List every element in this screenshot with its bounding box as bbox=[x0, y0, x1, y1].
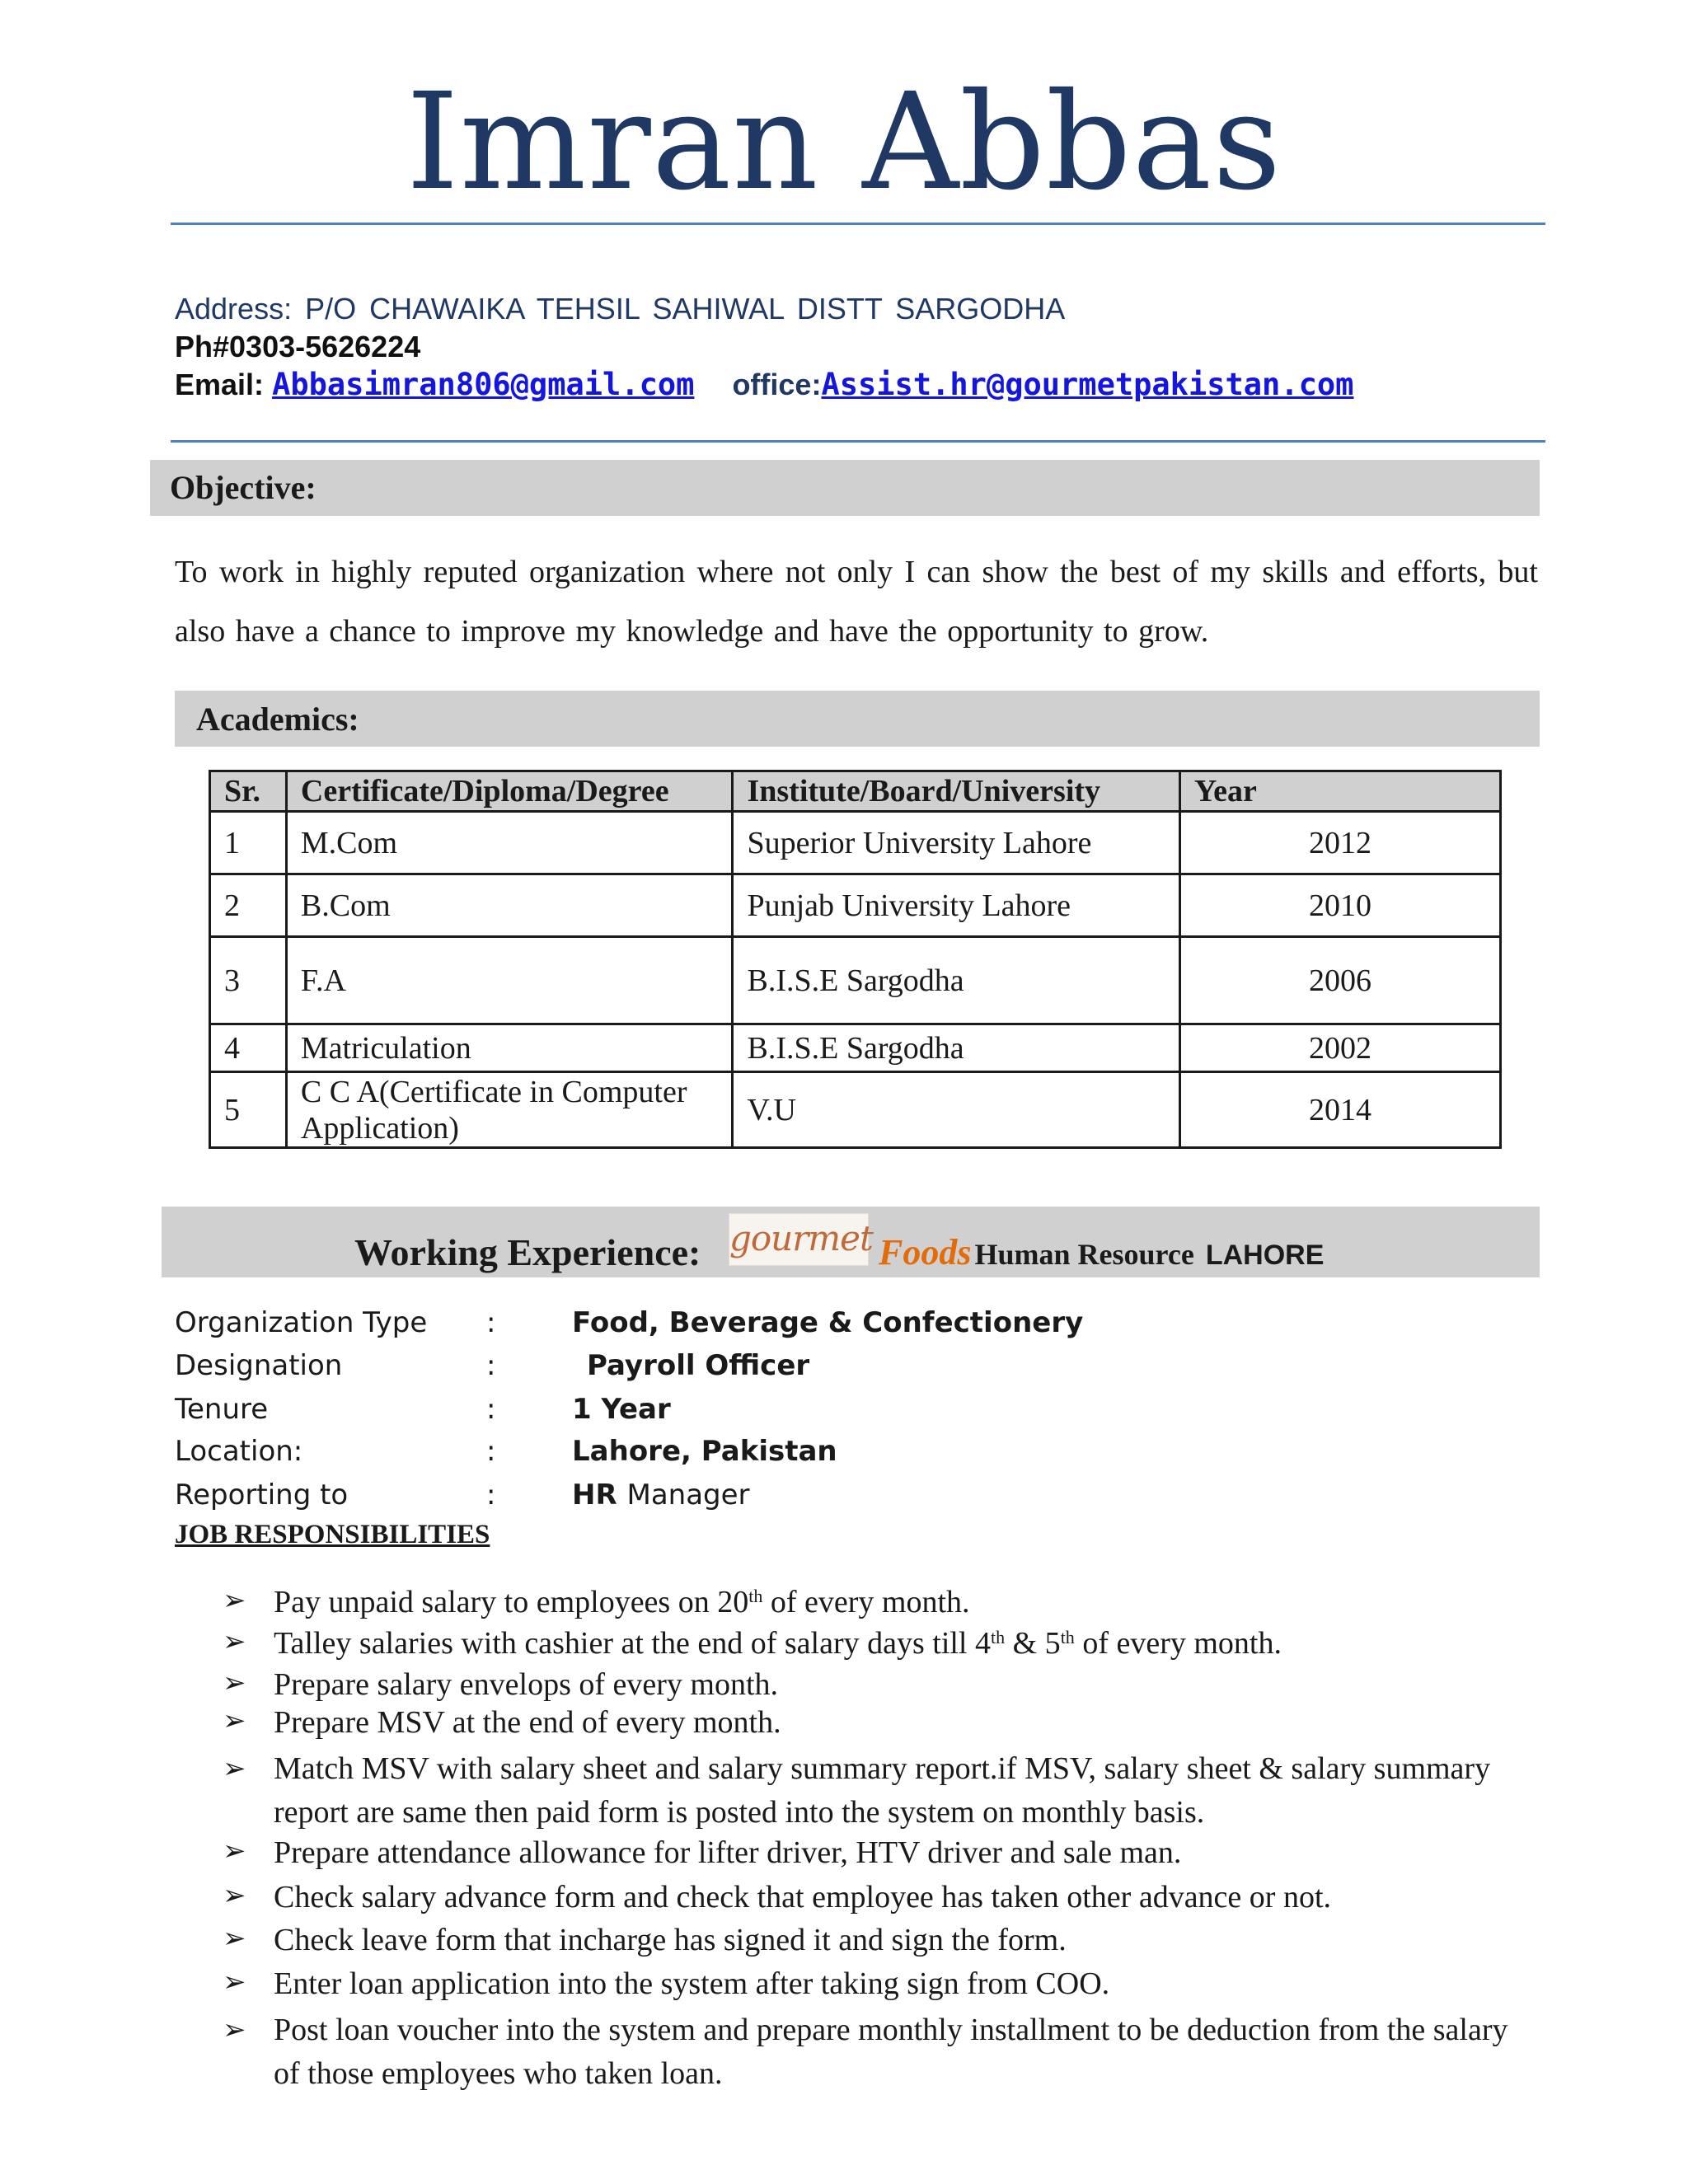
cell-institute: B.I.S.E Sargodha bbox=[733, 1024, 1179, 1072]
address: Address: P/O CHAWAIKA TEHSIL SAHIWAL DISTT SARGODHA bbox=[175, 292, 1066, 326]
experience-company-line bbox=[879, 1231, 1324, 1273]
table-row bbox=[210, 1072, 1501, 1148]
detail-label-tenure: Tenure bbox=[175, 1393, 269, 1426]
responsibility-item: ➢ Post loan voucher into the system and prepare monthly installment to be deduction from the salary of those employees who taken loan. bbox=[223, 2008, 1541, 2096]
cell-institute: V.U bbox=[733, 1072, 1179, 1148]
cell-certificate: M.Com bbox=[286, 812, 733, 874]
detail-colon: : bbox=[486, 1435, 496, 1468]
detail-label-location: Location: bbox=[175, 1435, 303, 1468]
column-header-institute: Institute/Board/University bbox=[733, 771, 1179, 812]
cell-year: 2006 bbox=[1179, 937, 1500, 1024]
arrow-bullet-icon: ➢ bbox=[223, 1879, 246, 1912]
objective-text: To work in highly reputed organization where not only I can show the best of my skills and efforts, but also have a chance to improve my knowledge and have the opportunity to grow. bbox=[175, 555, 1538, 649]
cell-sr: 5 bbox=[210, 1072, 287, 1148]
arrow-bullet-icon: ➢ bbox=[223, 1704, 246, 1737]
phone-number: Ph#0303-5626224 bbox=[175, 330, 421, 363]
header-divider-top bbox=[171, 223, 1545, 225]
cell-year: 2010 bbox=[1179, 874, 1500, 937]
detail-colon: : bbox=[486, 1349, 496, 1382]
detail-value-tenure: 1 Year bbox=[572, 1393, 671, 1426]
office-label: office: bbox=[732, 368, 822, 401]
column-header-sr: Sr. bbox=[210, 771, 287, 812]
cell-institute: Punjab University Lahore bbox=[733, 874, 1179, 937]
experience-heading: Working Experience: bbox=[354, 1231, 701, 1273]
responsibility-item: ➢ Talley salaries with cashier at the end of salary days till 4th & 5th of every month. bbox=[223, 1625, 1282, 1661]
table-row bbox=[210, 812, 1501, 874]
cell-certificate: F.A bbox=[286, 937, 733, 1024]
arrow-bullet-icon: ➢ bbox=[223, 2013, 246, 2046]
academics-heading: Academics: bbox=[196, 701, 359, 738]
gourmet-logo: gourmet bbox=[729, 1213, 869, 1266]
arrow-bullet-icon: ➢ bbox=[223, 1625, 246, 1658]
department-name: Human Resource bbox=[974, 1238, 1194, 1271]
responsibility-item: ➢ Prepare attendance allowance for lifter driver, HTV driver and sale man. bbox=[223, 1835, 1182, 1870]
reporting-rest: Manager bbox=[626, 1479, 750, 1511]
personal-email-link[interactable]: Abbasimran806@gmail.com bbox=[272, 367, 695, 402]
academics-band bbox=[175, 691, 1540, 747]
table-header-row bbox=[210, 771, 1501, 812]
responsibility-item: ➢ Enter loan application into the system after taking sign from COO. bbox=[223, 1966, 1110, 2001]
cell-certificate: Matriculation bbox=[286, 1024, 733, 1072]
objective-heading: Objective: bbox=[170, 469, 316, 506]
detail-colon: : bbox=[486, 1306, 496, 1339]
detail-value-organization-type: Food, Beverage & Confectionery bbox=[572, 1306, 1084, 1339]
cell-sr: 1 bbox=[210, 812, 287, 874]
arrow-bullet-icon: ➢ bbox=[223, 1666, 246, 1699]
column-header-year: Year bbox=[1179, 771, 1500, 812]
cell-certificate: B.Com bbox=[286, 874, 733, 937]
cell-year: 2002 bbox=[1179, 1024, 1500, 1072]
detail-value-location: Lahore, Pakistan bbox=[572, 1435, 837, 1468]
reporting-bold: HR bbox=[572, 1479, 617, 1511]
cell-year: 2014 bbox=[1179, 1072, 1500, 1148]
company-city: LAHORE bbox=[1205, 1240, 1325, 1271]
responsibility-item: ➢ Check leave form that incharge has signed it and sign the form. bbox=[223, 1922, 1067, 1957]
cell-certificate: C C A(Certificate in Computer Application) bbox=[286, 1072, 733, 1148]
responsibility-item: ➢ Pay unpaid salary to employees on 20th of every month. bbox=[223, 1584, 970, 1619]
detail-colon: : bbox=[486, 1393, 496, 1426]
cell-institute: Superior University Lahore bbox=[733, 812, 1179, 874]
objective-band bbox=[150, 460, 1540, 516]
job-responsibilities-heading: JOB RESPONSIBILITIES bbox=[175, 1520, 490, 1549]
cell-institute: B.I.S.E Sargodha bbox=[733, 937, 1179, 1024]
arrow-bullet-icon: ➢ bbox=[223, 1835, 246, 1868]
detail-value-reporting bbox=[572, 1479, 750, 1511]
arrow-bullet-icon: ➢ bbox=[223, 1922, 246, 1955]
column-header-certificate: Certificate/Diploma/Degree bbox=[286, 771, 733, 812]
cell-sr: 2 bbox=[210, 874, 287, 937]
arrow-bullet-icon: ➢ bbox=[223, 1966, 246, 1999]
table-row bbox=[210, 937, 1501, 1024]
detail-value-designation: Payroll Officer bbox=[587, 1349, 810, 1382]
arrow-bullet-icon: ➢ bbox=[223, 1584, 246, 1617]
candidate-name: Imran Abbas bbox=[406, 65, 1282, 220]
detail-label-reporting: Reporting to bbox=[175, 1479, 349, 1511]
cell-sr: 4 bbox=[210, 1024, 287, 1072]
table-row bbox=[210, 874, 1501, 937]
detail-colon: : bbox=[486, 1479, 496, 1511]
academics-table bbox=[209, 770, 1502, 1149]
detail-label-organization-type: Organization Type bbox=[175, 1306, 428, 1339]
responsibility-item: ➢ Prepare salary envelops of every month. bbox=[223, 1666, 779, 1702]
email-label: Email: bbox=[175, 368, 265, 401]
table-row bbox=[210, 1024, 1501, 1072]
cell-sr: 3 bbox=[210, 937, 287, 1024]
header-divider-bottom bbox=[171, 440, 1545, 443]
responsibility-item: ➢ Prepare MSV at the end of every month. bbox=[223, 1704, 781, 1740]
company-name: Foods bbox=[879, 1232, 972, 1272]
email-row bbox=[175, 367, 1353, 402]
arrow-bullet-icon: ➢ bbox=[223, 1752, 246, 1785]
responsibility-item: ➢ Match MSV with salary sheet and salary summary report.if MSV, salary sheet & salary summary report are same then paid form is posted into the system on monthly basis. bbox=[223, 1747, 1541, 1835]
responsibility-item: ➢ Check salary advance form and check that employee has taken other advance or not. bbox=[223, 1879, 1332, 1915]
detail-label-designation: Designation bbox=[175, 1349, 343, 1382]
cell-year: 2012 bbox=[1179, 812, 1500, 874]
office-email-link[interactable]: Assist.hr@gourmetpakistan.com bbox=[821, 367, 1354, 402]
